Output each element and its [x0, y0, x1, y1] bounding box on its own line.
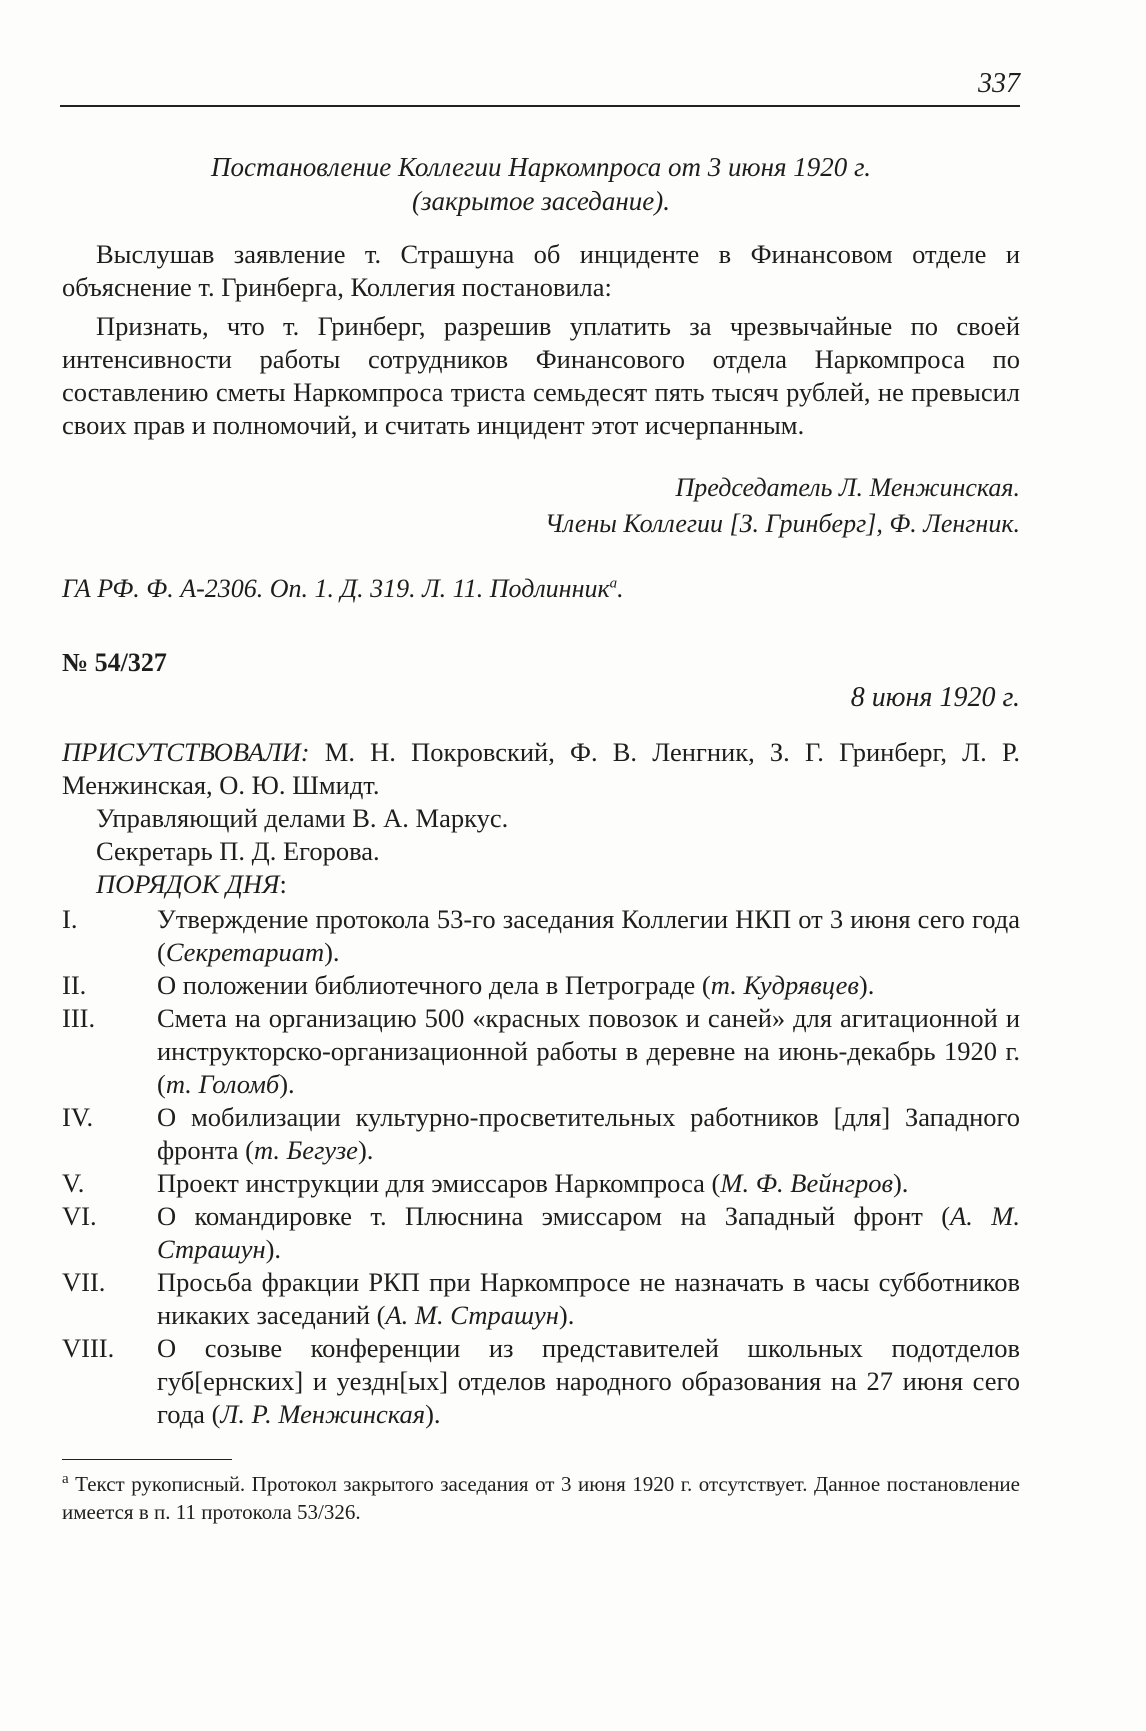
agenda-item-speaker: т. Голомб — [165, 1069, 280, 1099]
agenda-title: ПОРЯДОК ДНЯ — [96, 869, 280, 899]
present-block — [62, 736, 1020, 802]
secretary-line: Секретарь П. Д. Егорова. — [96, 836, 380, 866]
signature-members: Члены Коллегии [З. Гринберг], Ф. Ленгник. — [544, 509, 1020, 538]
agenda-item-number: I. — [62, 904, 78, 934]
signature-chair: Председатель Л. Менжинская. — [675, 473, 1020, 502]
agenda-item-text: Смета на организацию 500 «красных повозок и саней» для агитационной и инструкторско-организационной работы в деревне на июнь-декабрь 1920 г. (т. Голомб). — [157, 1003, 1020, 1099]
agenda-item-speaker: Л. Р. Менжинская — [220, 1399, 426, 1429]
agenda-item-text: Просьба фракции РКП при Наркомпросе не назначать в часы субботников никаких заседаний (А. М. Страшун). — [157, 1267, 1020, 1330]
manager-line: Управляющий делами В. А. Маркус. — [96, 803, 509, 833]
resolution-title: Постановление Коллегии Наркомпроса от 3 июня 1920 г. — [211, 152, 871, 182]
footnote-divider — [62, 1459, 232, 1460]
agenda-item — [62, 1101, 1020, 1167]
archive-reference: ГА РФ. Ф. А-2306. Оп. 1. Д. 319. Л. 11. Подлинник$^а$. — [62, 574, 624, 603]
agenda-item-number: VIII. — [62, 1333, 115, 1363]
agenda-item — [62, 1332, 1020, 1431]
agenda-item — [62, 903, 1020, 969]
present-list: М. Н. Покровский, Ф. В. Ленгник, З. Г. Гринберг, Л. Р. Менжинская, О. Ю. Шмидт. — [62, 737, 1021, 800]
agenda-item-text: О мобилизации культурно-просветительных работников [для] Западного фронта (т. Бегузе). — [157, 1102, 1020, 1165]
footnote-text: Текст рукописный. Протокол закрытого заседания от 3 июня 1920 г. отсутствует. Данное постановление имеется в п. 11 протокола 53/326. — [62, 1472, 1020, 1524]
archive-reference-text: ГА РФ. Ф. А-2306. Оп. 1. Д. 319. Л. 11. Подлинник — [62, 574, 610, 603]
agenda-item — [62, 1200, 1020, 1266]
protocol-date: 8 июня 1920 г. — [850, 682, 1020, 713]
footnote-mark: а — [62, 1471, 69, 1487]
agenda-item-text: Проект инструкции для эмиссаров Наркомпроса (М. Ф. Вейнгров). — [157, 1168, 909, 1198]
agenda-item-speaker: т. Кудрявцев — [710, 970, 859, 1000]
agenda-item-number: III. — [62, 1003, 96, 1033]
agenda-item — [62, 969, 1020, 1002]
agenda-item-text: О командировке т. Плюснина эмиссаром на Западный фронт (А. М. Страшун). — [157, 1201, 1020, 1264]
agenda-item — [62, 1002, 1020, 1101]
resolution-paragraph-2: Признать, что т. Гринберг, разрешив уплатить за чрезвычайные по своей интенсивности работы сотрудников Финансового отдела Наркомпроса по составлению сметы Наркомпроса триста семьдесят пять тысяч рублей, не превысил своих прав и полномочий, и считать инцидент этот исчерпанным. — [62, 311, 1020, 440]
footnote-marker: а — [609, 575, 618, 592]
agenda-list — [62, 903, 1020, 1431]
agenda-item-speaker: Секретариат — [165, 937, 325, 967]
protocol-number: № 54/327 — [62, 648, 167, 677]
footnote — [62, 1470, 1020, 1526]
agenda-item-number: V. — [62, 1168, 85, 1198]
agenda-item-speaker: М. Ф. Вейнгров — [720, 1168, 893, 1198]
agenda-item — [62, 1266, 1020, 1332]
agenda-item-text: Утверждение протокола 53-го заседания Коллегии НКП от 3 июня сего года (Секретариат). — [157, 904, 1020, 967]
agenda-heading: ПОРЯДОК ДНЯ: — [96, 869, 287, 899]
resolution-subtitle: (закрытое заседание). — [412, 186, 670, 216]
agenda-item-speaker: А. М. Страшун — [385, 1300, 559, 1330]
present-label: ПРИСУТСТВОВАЛИ: — [62, 737, 310, 767]
agenda-item-text: О созыве конференции из представителей школьных подотделов губ[ернских] и уездн[ых] отделов народного образования на 27 июня сего года (Л. Р. Менжинская). — [157, 1333, 1020, 1429]
resolution-paragraph-1: Выслушав заявление т. Страшуна об инциденте в Финансовом отделе и объяснение т. Гринберга, Коллегия постановила: — [62, 239, 1020, 302]
agenda-item-number: VII. — [62, 1267, 106, 1297]
agenda-item-number: II. — [62, 970, 87, 1000]
running-head — [60, 60, 1020, 107]
page-number: 337 — [978, 68, 1020, 99]
agenda-item — [62, 1167, 1020, 1200]
agenda-item-number: VI. — [62, 1201, 97, 1231]
agenda-item-speaker: т. Бегузе — [253, 1135, 358, 1165]
agenda-item-speaker: А. М. Страшун — [157, 1201, 1020, 1264]
agenda-item-text: О положении библиотечного дела в Петрограде (т. Кудрявцев). — [157, 970, 875, 1000]
page-content — [62, 150, 1020, 1526]
agenda-item-number: IV. — [62, 1102, 94, 1132]
